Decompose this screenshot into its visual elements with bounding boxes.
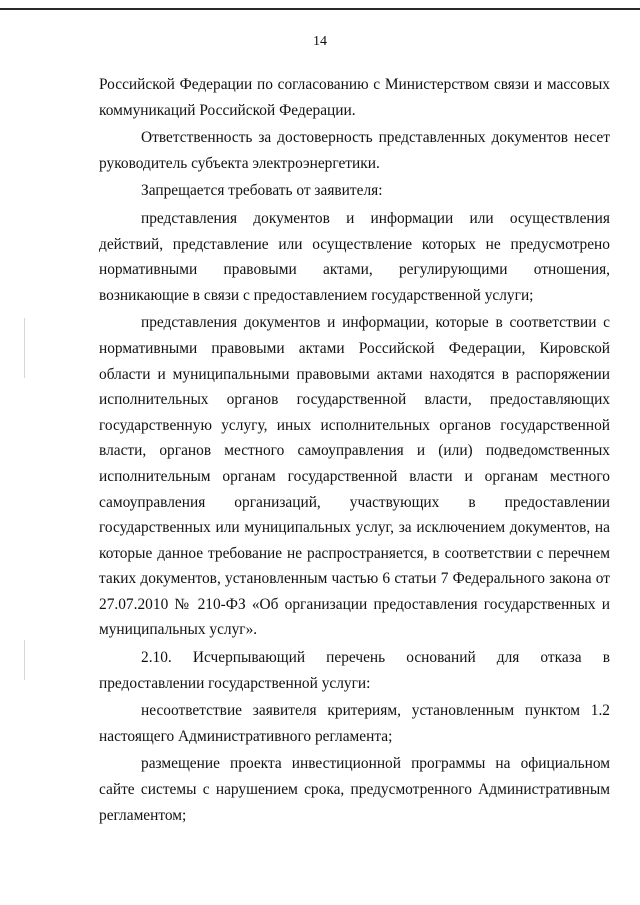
- text-line: исполнительным органам государственной власти и органам местного: [99, 467, 610, 485]
- text-line: предоставлении государственной услуги:: [99, 674, 371, 692]
- text-line: руководитель субъекта электроэнергетики.: [99, 154, 380, 172]
- text-line: сайте системы с нарушением срока, предусмотренного Административным: [99, 781, 610, 799]
- text-line: области и муниципальными правовыми актами находятся в распоряжении: [99, 365, 610, 383]
- text-line: муниципальных услуг».: [99, 621, 258, 639]
- text-line: регламентом;: [99, 806, 187, 824]
- scan-edge-mark: [24, 318, 25, 378]
- text-line: Запрещается требовать от заявителя:: [141, 182, 383, 200]
- text-line: размещение проекта инвестиционной программы на официальном: [141, 755, 610, 773]
- top-rule: [0, 8, 640, 10]
- page-number: 14: [313, 34, 327, 49]
- text-line: таких документов, установленным частью 6 статьи 7 Федерального закона от: [99, 570, 610, 588]
- text-line: Ответственность за достоверность представленных документов несет: [141, 129, 610, 147]
- text-line: представления документов и информации, которые в соответствии с: [141, 314, 610, 332]
- text-line: несоответствие заявителя критериям, установленным пунктом 1.2: [141, 702, 610, 720]
- text-line: 2.10. Исчерпывающий перечень оснований для отказа в: [141, 649, 610, 667]
- text-line: самоуправления организаций, участвующих в предоставлении: [99, 493, 610, 511]
- text-line: исполнительных органов государственной власти, предоставляющих: [99, 391, 610, 409]
- text-line: коммуникаций Российской Федерации.: [99, 101, 356, 119]
- document-body: [99, 72, 610, 828]
- text-line: власти, органов местного самоуправления и (или) подведомственных: [99, 442, 610, 460]
- text-line: действий, представление или осуществление которых не предусмотрено: [99, 235, 610, 253]
- text-line: нормативными правовыми актами Российской Федерации, Кировской: [99, 339, 610, 357]
- text-line: нормативными правовыми актами, регулирующими отношения,: [99, 261, 610, 279]
- text-line: настоящего Административного регламента;: [99, 727, 393, 745]
- text-line: которые данное требование не распространяется, в соответствии с перечнем: [99, 544, 610, 562]
- scan-edge-mark: [24, 640, 25, 680]
- text-line: возникающие в связи с предоставлением государственной услуги;: [99, 286, 534, 304]
- text-line: государственных или муниципальных услуг, за исключением документов, на: [99, 519, 610, 537]
- text-line: 27.07.2010 № 210-ФЗ «Об организации предоставления государственных и: [99, 595, 610, 613]
- text-line: представления документов и информации или осуществления: [141, 209, 610, 227]
- text-line: Российской Федерации по согласованию с Министерством связи и массовых: [99, 76, 610, 93]
- text-line: государственную услугу, иных исполнительных органов государственной: [99, 416, 610, 434]
